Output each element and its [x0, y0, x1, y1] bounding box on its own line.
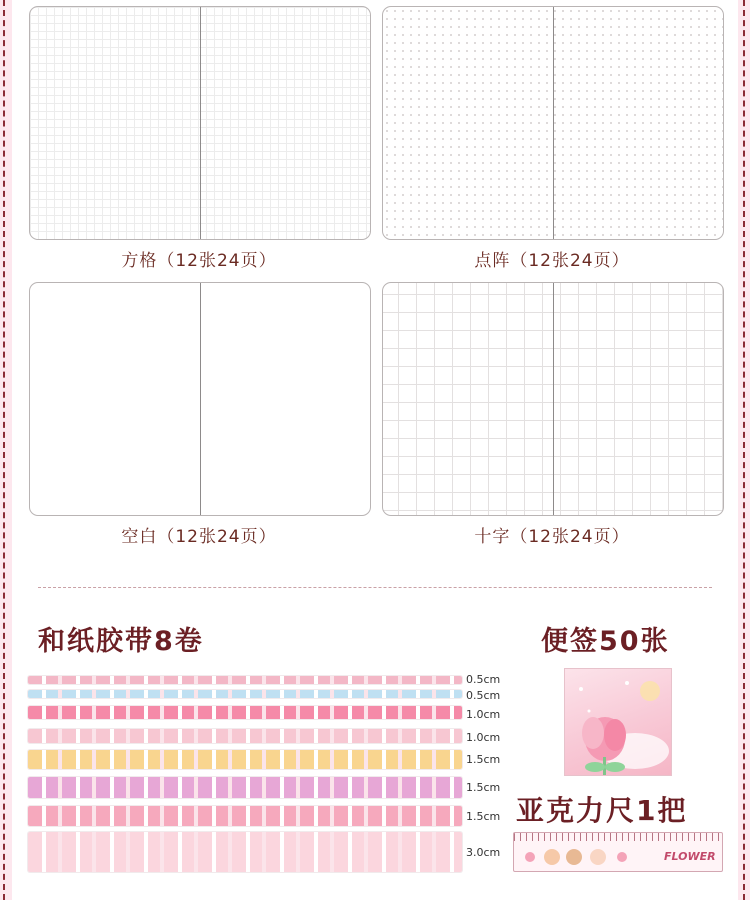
- tape-size-label: 1.5cm: [466, 781, 501, 794]
- tape-strip: [28, 729, 462, 743]
- tape-strip: [28, 750, 462, 769]
- sticky-title: 便签50张: [541, 626, 670, 657]
- notebook-blank-label: 空白（12张24页）: [121, 527, 277, 547]
- tape-strip: [28, 676, 462, 684]
- acrylic-ruler: [513, 832, 723, 872]
- notebook-grid-label: 方格（12张24页）: [121, 251, 277, 271]
- right-dashed-border: [743, 0, 745, 900]
- notebook-dots-label: 点阵（12张24页）: [474, 251, 630, 271]
- sticky-note-pad: [564, 668, 672, 776]
- tape-size-label: 1.0cm: [466, 731, 501, 744]
- ruler-title: 亚克力尺1把: [516, 794, 688, 827]
- section-divider: [38, 587, 712, 588]
- left-dashed-border: [3, 0, 5, 900]
- notebook-spine: [200, 283, 201, 515]
- notebook-cross-label: 十字（12张24页）: [474, 527, 630, 547]
- tape-strip: [28, 832, 462, 872]
- ruler-characters-icon: [514, 833, 654, 871]
- tape-size-label: 0.5cm: [466, 689, 501, 702]
- washi-title: 和纸胶带8卷: [38, 626, 204, 657]
- notebook-spine: [553, 7, 554, 239]
- notebook-spine: [553, 283, 554, 515]
- tape-strip: [28, 706, 462, 719]
- ruler-brand: FLOWER: [664, 850, 716, 863]
- notebook-cross: [382, 282, 724, 516]
- notebook-spine: [200, 7, 201, 239]
- notebook-blank: [29, 282, 371, 516]
- tape-size-label: 0.5cm: [466, 673, 501, 686]
- notebook-dots: [382, 6, 724, 240]
- tape-strip: [28, 777, 462, 798]
- notebook-grid: [29, 6, 371, 240]
- tape-strip: [28, 806, 462, 826]
- tape-strip: [28, 690, 462, 698]
- tape-size-label: 1.5cm: [466, 810, 501, 823]
- flower-illustration-icon: [565, 669, 671, 775]
- tape-size-label: 1.5cm: [466, 753, 501, 766]
- tape-size-label: 1.0cm: [466, 708, 501, 721]
- tape-size-label: 3.0cm: [466, 846, 501, 859]
